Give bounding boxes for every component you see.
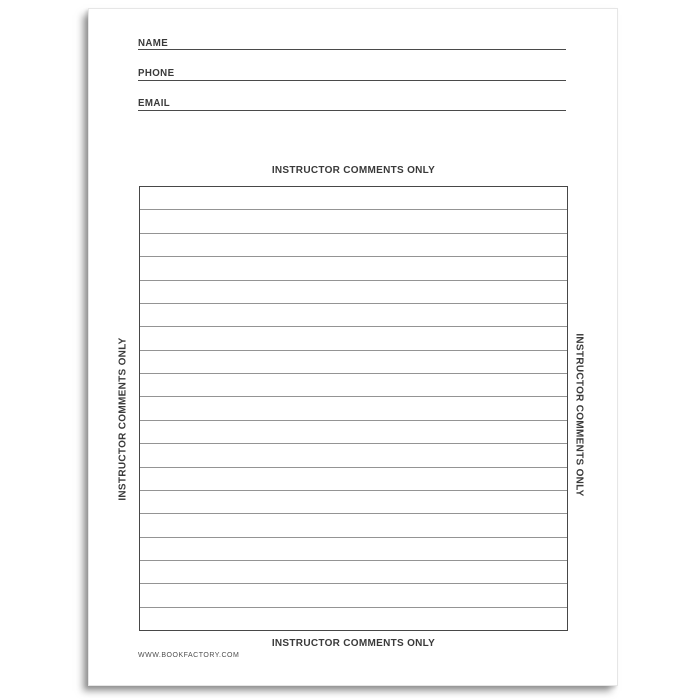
name-label: NAME	[138, 38, 169, 49]
website-url: WWW.BOOKFACTORY.COM	[138, 652, 240, 659]
email-label: EMAIL	[138, 98, 171, 109]
email-input-line[interactable]	[138, 110, 566, 111]
ruled-line-row[interactable]	[140, 561, 567, 584]
ruled-line-row[interactable]	[140, 234, 567, 257]
ruled-line-row[interactable]	[140, 608, 567, 630]
comments-title-bottom: INSTRUCTOR COMMENTS ONLY	[271, 638, 436, 649]
ruled-line-row[interactable]	[140, 374, 567, 397]
comments-title-top: INSTRUCTOR COMMENTS ONLY	[271, 165, 436, 176]
form-page	[88, 8, 618, 686]
ruled-line-row[interactable]	[140, 421, 567, 444]
ruled-line-row[interactable]	[140, 304, 567, 327]
ruled-line-row[interactable]	[140, 514, 567, 537]
ruled-line-row[interactable]	[140, 444, 567, 467]
ruled-line-row[interactable]	[140, 257, 567, 280]
comments-title-right: INSTRUCTOR COMMENTS ONLY	[573, 333, 585, 497]
ruled-line-row[interactable]	[140, 281, 567, 304]
ruled-line-row[interactable]	[140, 468, 567, 491]
ruled-line-row[interactable]	[140, 187, 567, 210]
phone-input-line[interactable]	[138, 80, 566, 81]
ruled-line-row[interactable]	[140, 584, 567, 607]
name-input-line[interactable]	[138, 49, 566, 50]
comments-title-left: INSTRUCTOR COMMENTS ONLY	[117, 337, 129, 501]
ruled-line-row[interactable]	[140, 210, 567, 233]
ruled-line-row[interactable]	[140, 491, 567, 514]
ruled-line-row[interactable]	[140, 397, 567, 420]
comments-box[interactable]	[139, 186, 568, 631]
ruled-line-row[interactable]	[140, 351, 567, 374]
ruled-line-row[interactable]	[140, 327, 567, 350]
ruled-line-row[interactable]	[140, 538, 567, 561]
phone-label: PHONE	[138, 68, 175, 79]
